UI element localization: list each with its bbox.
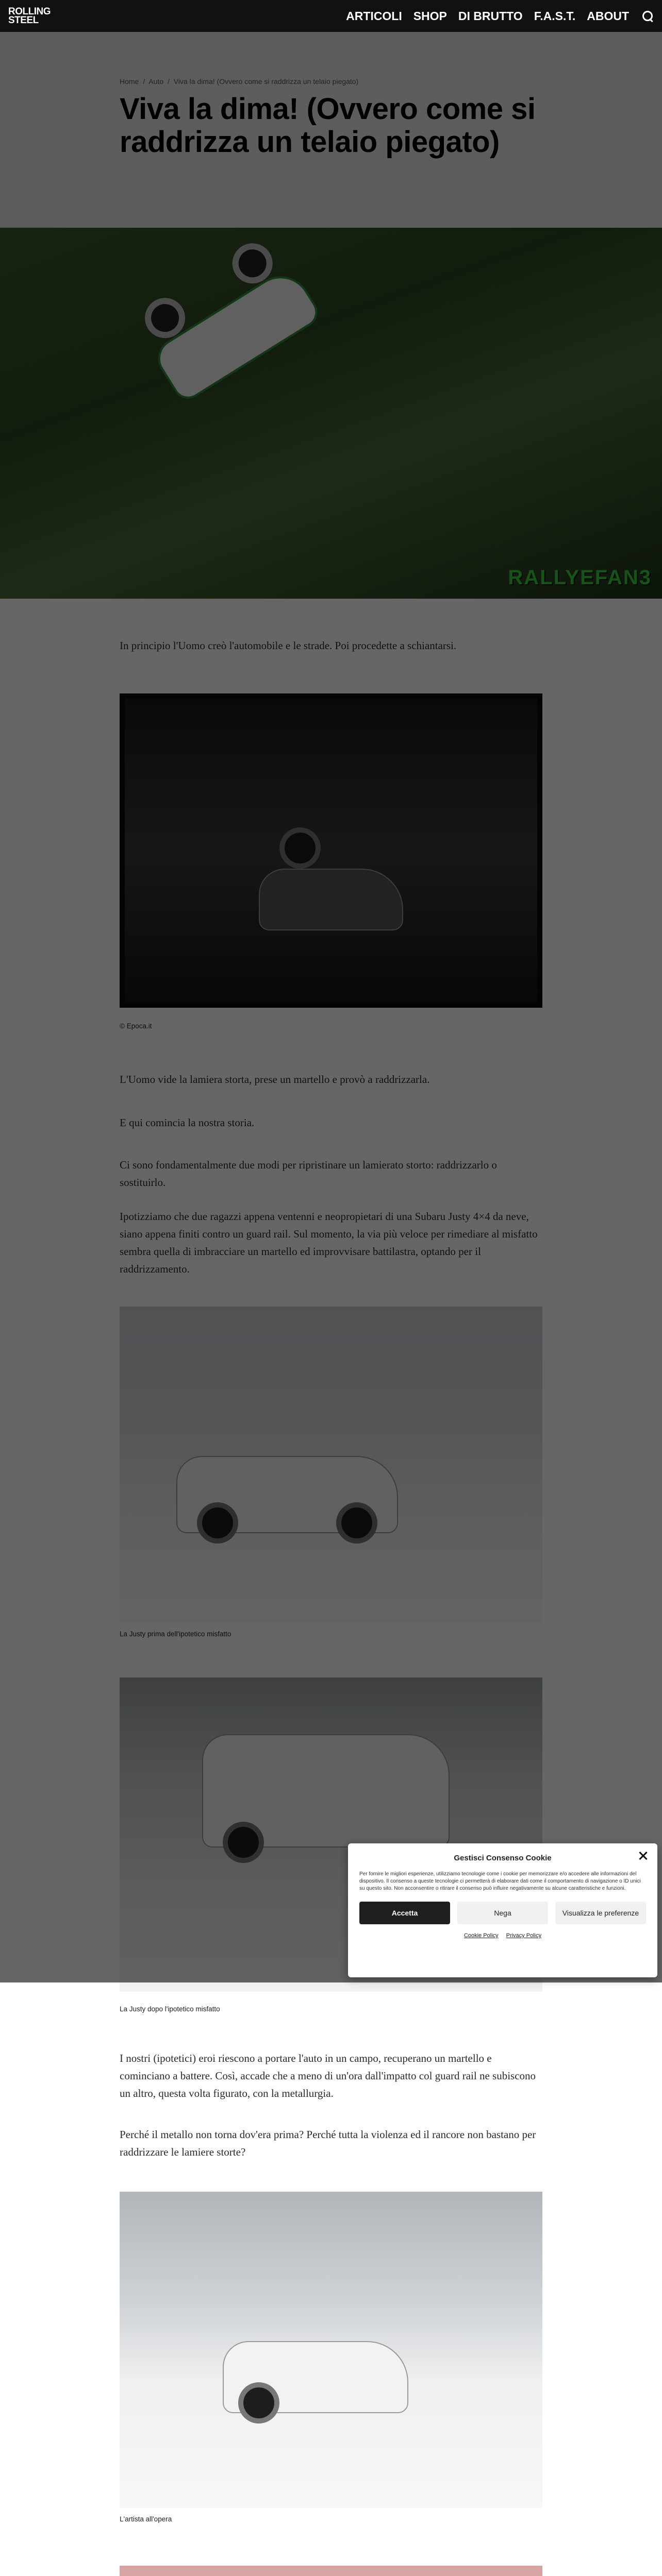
caption-4: L'artista all'opera bbox=[120, 2515, 172, 2523]
search-icon[interactable] bbox=[641, 10, 654, 22]
nav-item-shop[interactable]: SHOP bbox=[413, 9, 447, 23]
top-navigation-bar bbox=[0, 0, 662, 32]
close-icon[interactable] bbox=[638, 1851, 648, 1861]
nav-item-di-brutto[interactable]: DI BRUTTO bbox=[458, 9, 523, 23]
logo-line-2: STEEL bbox=[8, 15, 39, 26]
nav-item-articoli[interactable]: ARTICOLI bbox=[346, 9, 402, 23]
cookie-policy-link[interactable]: Cookie Policy bbox=[464, 1933, 499, 1939]
cookie-description: Per fornire le migliori esperienze, utilizziamo tecnologie come i cookie per memorizzare e/o accedere alle informazioni del dispositivo. Il consenso a queste tecnologie ci permetterà di elaborare dati come il comportamento di navigazione o ID unici su questo sito. Non acconsentire o ritirare il consenso può influire negativamente su alcune caratteristiche e funzioni. bbox=[359, 1871, 641, 1891]
paragraph-6: I nostri (ipotetici) eroi riescono a portare l'auto in un campo, recuperano un martello e cominciano a battere. Così, accade che a meno di un'ora dall'impatto col guard rail ne subiscono un altro, questa volta figurato, con la metallurgia. bbox=[120, 2052, 536, 2099]
site-logo[interactable] bbox=[8, 7, 51, 25]
cookie-consent-dialog bbox=[348, 1843, 657, 1977]
figure-artist-at-work bbox=[120, 2192, 542, 2508]
figure-la-pieta bbox=[120, 2566, 542, 2576]
main-menu bbox=[346, 9, 654, 23]
privacy-policy-link[interactable]: Privacy Policy bbox=[506, 1933, 542, 1939]
nav-item-about[interactable]: ABOUT bbox=[587, 9, 629, 23]
logo-line-1: ROLLING bbox=[8, 6, 51, 17]
view-preferences-button[interactable]: Visualizza le preferenze bbox=[555, 1902, 646, 1924]
nav-item-fast[interactable]: F.A.S.T. bbox=[534, 9, 576, 23]
cookie-title: Gestisci Consenso Cookie bbox=[454, 1854, 552, 1862]
paragraph-7: Perché il metallo non torna dov'era prima? Perché tutta la violenza ed il rancore non bastano per raddrizzare le lamiere storte? bbox=[120, 2128, 536, 2158]
accept-button[interactable]: Accetta bbox=[359, 1902, 450, 1924]
cookie-policy-links bbox=[359, 1933, 646, 1939]
caption-3: La Justy dopo l'ipotetico misfatto bbox=[120, 2005, 220, 2013]
deny-button[interactable]: Nega bbox=[457, 1902, 548, 1924]
cookie-buttons bbox=[359, 1902, 646, 1924]
